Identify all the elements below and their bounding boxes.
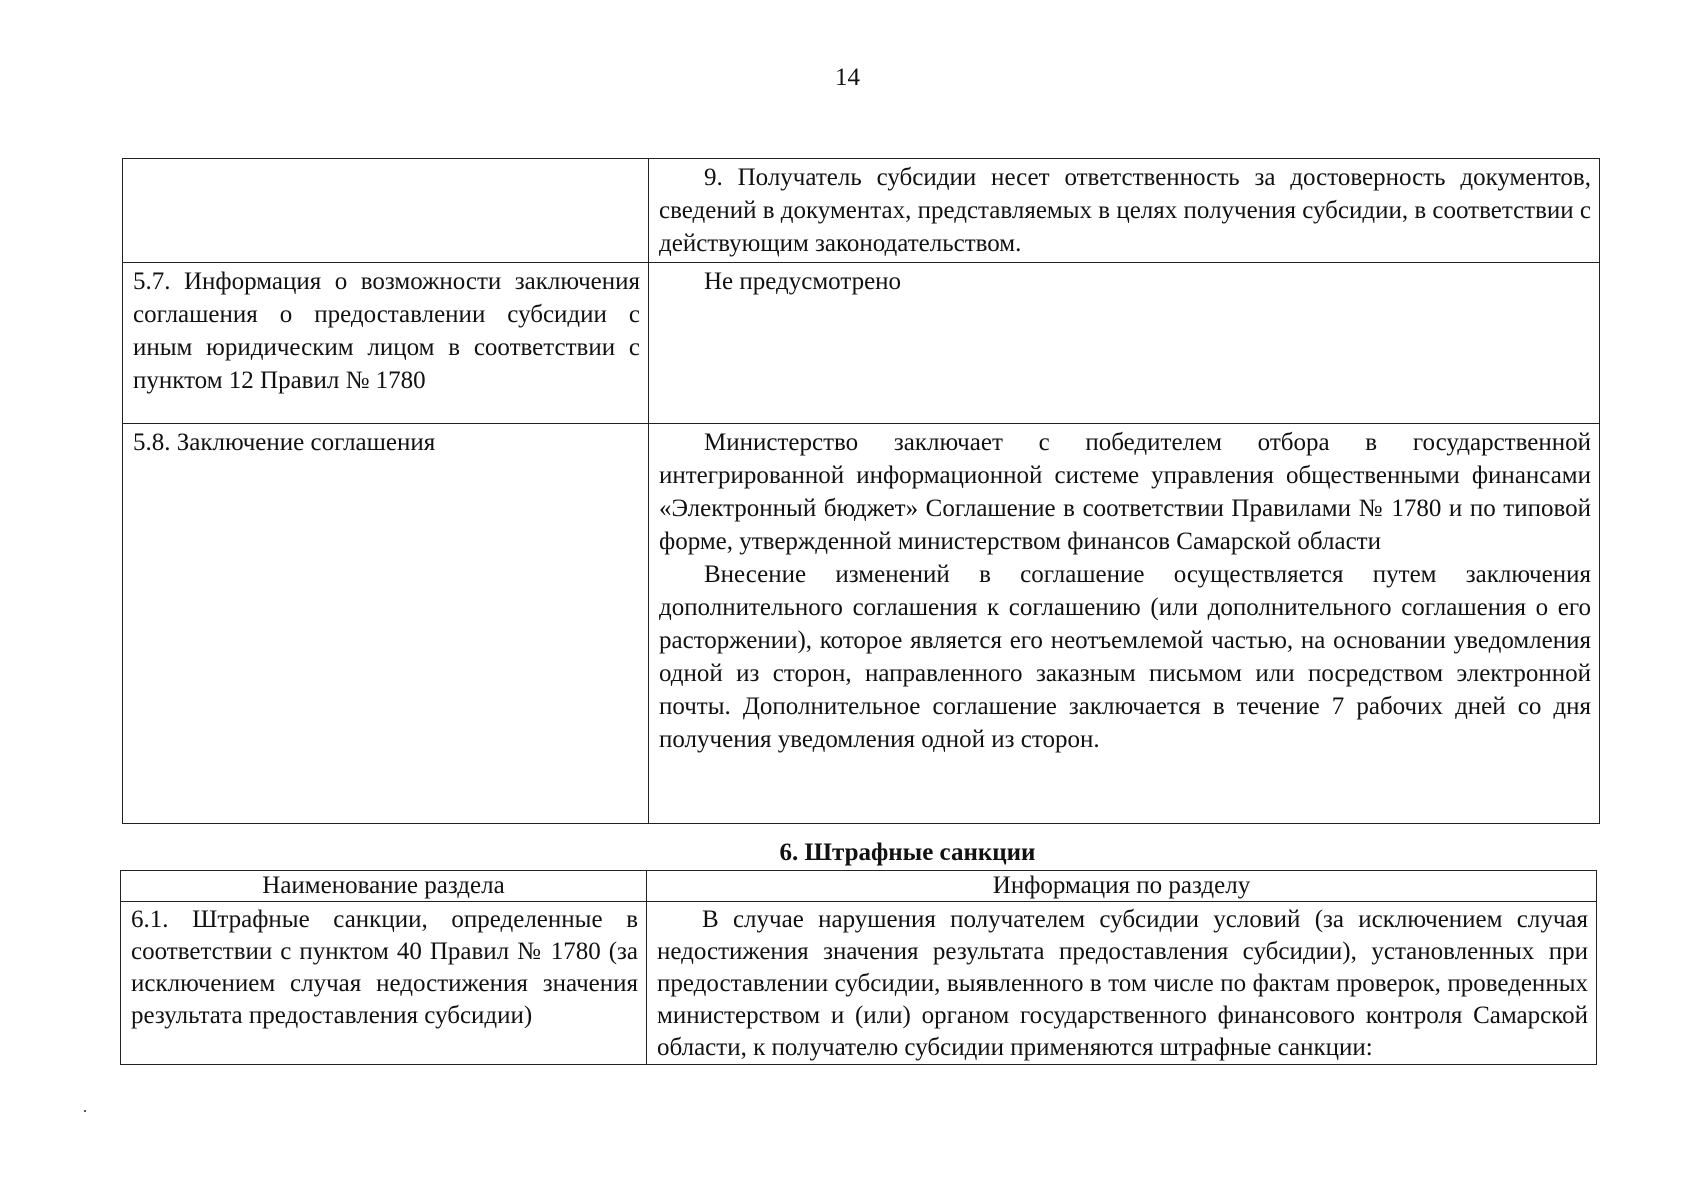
table-header-row: [121, 871, 1597, 902]
penalties-table: [120, 870, 1597, 1065]
column-header-info: Информация по разделу: [647, 871, 1597, 902]
table-cell-name: 5.7. Информация о возможности заключения соглашения о предоставлении субсидии с иным юридическим лицом в соответствии с пунктом 12 Правил № 1780: [123, 263, 649, 424]
table-cell-info: [649, 159, 1600, 263]
table-cell-name: 5.8. Заключение соглашения: [123, 424, 649, 824]
table-row: [123, 159, 1600, 263]
table-cell-info: [649, 263, 1600, 424]
table-cell-info: [649, 424, 1600, 824]
table-cell-name: [123, 159, 649, 263]
table-cell-info: [647, 902, 1597, 1065]
column-header-name: Наименование раздела: [121, 871, 647, 902]
table-row: [123, 263, 1600, 424]
paragraph: Министерство заключает с победителем отбора в государственной интегрированной информационной системе управления общественными финансами «Электронный бюджет» Соглашение в соответствии Правилами № 1780 и по типовой форме, утвержденной министерством финансов Самарской области: [659, 429, 1591, 555]
requirements-table: [122, 158, 1600, 824]
paragraph: 9. Получатель субсидии несет ответственность за достоверность документов, сведений в документах, представляемых в целях получения субсидии, в соответствии с действующим законодательством.: [659, 164, 1592, 257]
table-row: [123, 424, 1600, 824]
section-title: 6. Штрафные санкции: [779, 839, 1036, 866]
table-cell-name: 6.1. Штрафные санкции, определенные в соответствии с пунктом 40 Правил № 1780 (за исключением случая недостижения значения результата предоставления субсидии): [121, 902, 647, 1065]
paragraph: Внесение изменений в соглашение осуществляется путем заключения дополнительного соглашения к соглашению (или дополнительного соглашения о его расторжении), которое является его неотъемлемой частью, на основании уведомления одной из сторон, направленного заказным письмом или посредством электронной почты. Дополнительное соглашение заключается в течение 7 рабочих дней со дня получения уведомления одной из сторон.: [659, 561, 1591, 753]
scan-artifact: [84, 1110, 86, 1112]
paragraph: В случае нарушения получателем субсидии условий (за исключением случая недостижения значения результата предоставления субсидии), установленных при предоставлении субсидии, выявленного в том числе по фактам проверок, проведенных министерством и (или) органом государственного финансового контроля Самарской области, к получателю субсидии применяются штрафные санкции:: [657, 906, 1588, 1061]
page-number: 14: [835, 64, 860, 91]
table-row: [121, 902, 1597, 1065]
paragraph: Не предусмотрено: [704, 268, 902, 295]
